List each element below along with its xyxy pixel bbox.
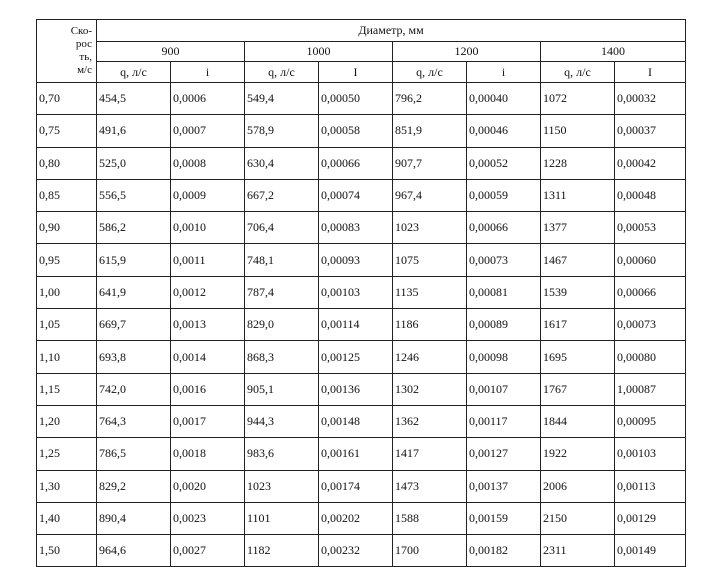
table-cell: 667,2 [245,179,319,211]
table-cell: 0,0014 [171,341,245,373]
speed-cell: 0,90 [37,212,97,244]
table-cell: 1617 [541,309,615,341]
table-cell: 641,9 [97,276,171,308]
table-cell: 1588 [393,502,467,534]
table-cell: 1186 [393,309,467,341]
table-cell: 0,00060 [615,244,686,276]
table-cell: 0,00037 [615,115,686,147]
table-cell: 0,00089 [467,309,541,341]
table-cell: 0,00148 [319,405,393,437]
table-cell: 983,6 [245,438,319,470]
table-cell: 0,00159 [467,502,541,534]
table-cell: 0,00080 [615,341,686,373]
table-cell: 578,9 [245,115,319,147]
col-header-i: i [467,62,541,83]
table-row [37,341,686,373]
speed-cell: 0,75 [37,115,97,147]
speed-header-line: ть, [79,51,92,63]
table-cell: 0,00114 [319,309,393,341]
speed-header-line: м/с [77,64,92,76]
table-cell: 2311 [541,535,615,567]
table-cell: 706,4 [245,212,319,244]
table-cell: 1150 [541,115,615,147]
table-cell: 693,8 [97,341,171,373]
table-cell: 0,00046 [467,115,541,147]
col-header-q: q, л/с [541,62,615,83]
speed-cell: 1,05 [37,309,97,341]
table-cell: 0,0020 [171,470,245,502]
table-cell: 0,00059 [467,179,541,211]
table-cell: 0,00107 [467,373,541,405]
table-row [37,83,686,115]
table-cell: 1135 [393,276,467,308]
table-cell: 0,00149 [615,535,686,567]
speed-cell: 0,95 [37,244,97,276]
table-cell: 0,00113 [615,470,686,502]
table-cell: 525,0 [97,147,171,179]
table-cell: 1362 [393,405,467,437]
table-cell: 1539 [541,276,615,308]
table-row [37,373,686,405]
table-cell: 1302 [393,373,467,405]
speed-cell: 1,10 [37,341,97,373]
table-cell: 669,7 [97,309,171,341]
table-cell: 0,0009 [171,179,245,211]
table-cell: 0,00053 [615,212,686,244]
table-cell: 1228 [541,147,615,179]
table-cell: 630,4 [245,147,319,179]
table-cell: 0,0008 [171,147,245,179]
table-cell: 556,5 [97,179,171,211]
table-cell: 0,00202 [319,502,393,534]
table-cell: 0,00137 [467,470,541,502]
table-row [37,276,686,308]
table-cell: 454,5 [97,83,171,115]
table-cell: 0,0018 [171,438,245,470]
table-cell: 0,0011 [171,244,245,276]
speed-cell: 1,25 [37,438,97,470]
speed-cell: 1,50 [37,535,97,567]
table-cell: 0,00182 [467,535,541,567]
table-cell: 0,00103 [319,276,393,308]
table-cell: 0,00066 [615,276,686,308]
table-cell: 967,4 [393,179,467,211]
table-cell: 829,2 [97,470,171,502]
table-cell: 964,6 [97,535,171,567]
speed-cell: 0,80 [37,147,97,179]
col-header-q: q, л/с [97,62,171,83]
table-cell: 796,2 [393,83,467,115]
table-cell: 786,5 [97,438,171,470]
table-row [37,212,686,244]
table-cell: 787,4 [245,276,319,308]
table-cell: 829,0 [245,309,319,341]
speed-header-line: рос [75,38,92,50]
table-cell: 491,6 [97,115,171,147]
col-header-q: q, л/с [393,62,467,83]
diameter-1400-header: 1400 [541,42,686,62]
speed-cell: 1,15 [37,373,97,405]
table-cell: 905,1 [245,373,319,405]
table-cell: 2006 [541,470,615,502]
table-cell: 586,2 [97,212,171,244]
table-cell: 890,4 [97,502,171,534]
diameter-header: Диаметр, мм [97,20,686,42]
table-cell: 0,00083 [319,212,393,244]
speed-cell: 1,00 [37,276,97,308]
table-cell: 0,00050 [319,83,393,115]
table-cell: 1023 [245,470,319,502]
table-cell: 0,0027 [171,535,245,567]
table-cell: 748,1 [245,244,319,276]
table-cell: 0,0017 [171,405,245,437]
speed-cell: 0,85 [37,179,97,211]
col-header-i: i [171,62,245,83]
table-row [37,438,686,470]
table-cell: 1473 [393,470,467,502]
table-cell: 0,0023 [171,502,245,534]
table-cell: 0,00066 [467,212,541,244]
table-cell: 1072 [541,83,615,115]
table-row [37,115,686,147]
table-cell: 0,0006 [171,83,245,115]
table-cell: 0,00073 [615,309,686,341]
table-cell: 0,00040 [467,83,541,115]
table-cell: 1377 [541,212,615,244]
speed-header-line: Ско- [70,25,92,37]
table-cell: 0,00074 [319,179,393,211]
flow-table [36,19,686,567]
table-cell: 1844 [541,405,615,437]
table-cell: 0,00081 [467,276,541,308]
speed-cell: 1,40 [37,502,97,534]
table-cell: 1,00087 [615,373,686,405]
table-cell: 0,00232 [319,535,393,567]
table-cell: 0,00098 [467,341,541,373]
table-cell: 1246 [393,341,467,373]
table-cell: 764,3 [97,405,171,437]
table-cell: 1101 [245,502,319,534]
table-cell: 0,00042 [615,147,686,179]
speed-header [37,20,97,83]
table-row [37,470,686,502]
table-body [37,83,686,567]
table-cell: 0,00161 [319,438,393,470]
table-cell: 0,00058 [319,115,393,147]
table-cell: 0,00032 [615,83,686,115]
table-cell: 0,00136 [319,373,393,405]
diameter-1000-header: 1000 [245,42,393,62]
table-cell: 549,4 [245,83,319,115]
table-cell: 1695 [541,341,615,373]
table-row [37,147,686,179]
speed-cell: 1,30 [37,470,97,502]
table-cell: 0,00127 [467,438,541,470]
table-cell: 0,00052 [467,147,541,179]
speed-cell: 0,70 [37,83,97,115]
table-cell: 1182 [245,535,319,567]
table-cell: 0,0013 [171,309,245,341]
table-cell: 907,7 [393,147,467,179]
table-cell: 0,00093 [319,244,393,276]
table-cell: 615,9 [97,244,171,276]
table-cell: 0,00129 [615,502,686,534]
table-cell: 1467 [541,244,615,276]
col-header-i: I [319,62,393,83]
table-cell: 0,0016 [171,373,245,405]
table-cell: 944,3 [245,405,319,437]
table-cell: 0,00117 [467,405,541,437]
table-cell: 0,00073 [467,244,541,276]
table-cell: 1922 [541,438,615,470]
table-cell: 868,3 [245,341,319,373]
table-cell: 0,00095 [615,405,686,437]
table-row [37,179,686,211]
diameter-1200-header: 1200 [393,42,541,62]
table-cell: 1311 [541,179,615,211]
diameter-900-header: 900 [97,42,245,62]
table-cell: 1700 [393,535,467,567]
table-cell: 1767 [541,373,615,405]
speed-cell: 1,20 [37,405,97,437]
table-row [37,309,686,341]
table-cell: 0,0010 [171,212,245,244]
table-cell: 2150 [541,502,615,534]
table-cell: 1023 [393,212,467,244]
table-cell: 0,00174 [319,470,393,502]
table-cell: 1075 [393,244,467,276]
table-cell: 851,9 [393,115,467,147]
table-row [37,502,686,534]
table-row [37,405,686,437]
table-cell: 0,00125 [319,341,393,373]
table-row [37,244,686,276]
table-cell: 0,00103 [615,438,686,470]
table-cell: 0,0007 [171,115,245,147]
table-cell: 0,00048 [615,179,686,211]
table-cell: 0,0012 [171,276,245,308]
col-header-q: q, л/с [245,62,319,83]
table-cell: 742,0 [97,373,171,405]
table-cell: 0,00066 [319,147,393,179]
table-cell: 1417 [393,438,467,470]
col-header-i: I [615,62,686,83]
